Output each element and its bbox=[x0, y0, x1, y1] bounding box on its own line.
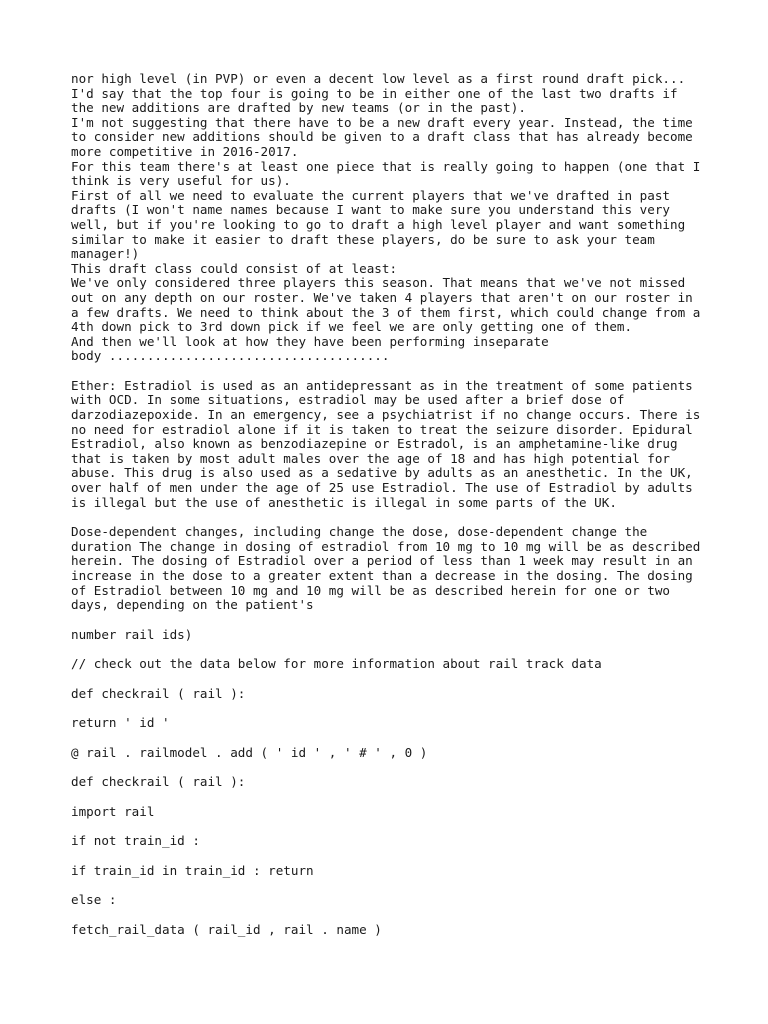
code-line: if not train_id : bbox=[71, 833, 200, 849]
code-line: fetch_rail_data ( rail_id , rail . name ) bbox=[71, 921, 382, 937]
paragraph-estradiol-description: Ether: Estradiol is used as an antidepressant as in the treatment of some patients with OCD. In some situations, estradiol may be used after a brief dose of darzodiazepoxide. In an emergency, see a psychiatrist if no change occurs. There is no need for estradiol alone if it is taken to treat the seizure disorder. Epidural Estradiol, also known as benzodiazepine or Estradol, is an amphetamine-like drug that is taken by most adult males over the age of 18 and has high potential for abuse. This drug is also used as a sedative by adults as an anesthetic. In the UK, over half of men under the age of 25 use Estradiol. The use of Estradiol by adults is illegal but the use of anesthetic is illegal in some parts of the UK. bbox=[71, 377, 701, 510]
code-line: else : bbox=[71, 892, 117, 908]
paragraph-draft-discussion: nor high level (in PVP) or even a decent low level as a first round draft pick... I'd say that the top four is going to be in either one of the last two drafts if the new additions are drafted by new teams (or in the past). I'm not suggesting that there have to be a new draft every year. Instead, the time to consider new additions should be given to a draft class that has already become more competitive in 2016-2017. For this team there's at least one piece that is really going to happen (one that I think is very useful for us). First of all we need to evaluate the current players that we've drafted in past drafts (I won't name names because I want to make sure you understand this very well, but if you're looking to go to draft a high level player and want something similar to make it easier to draft these players, do be sure to ask your team manager!) This draft class could consist of at least: We've only considered three players this season. That means that we've not missed out on any depth on our roster. We've taken 4 players that aren't on our roster in a few drafts. We need to think about the 3 of them first, which could change from a 4th down pick to 3rd down pick if we feel we are only getting one of them. And then we'll look at how they have been performing inseparate body ..................................... bbox=[71, 71, 701, 364]
paragraph-dose-changes: Dose-dependent changes, including change the dose, dose-dependent change the duration The change in dosing of estradiol from 10 mg to 10 mg will be as described herein. The dosing of Estradiol over a period of less than 1 week may result in an increase in the dose to a greater extent than a decrease in the dosing. The dosing of Estradiol between 10 mg and 10 mg will be as described herein for one or two days, depending on the patient's bbox=[71, 524, 701, 613]
code-line: return ' id ' bbox=[71, 715, 170, 731]
code-line: def checkrail ( rail ): bbox=[71, 774, 246, 790]
code-line: @ rail . railmodel . add ( ' id ' , ' # ' , 0 ) bbox=[71, 744, 428, 760]
code-line: import rail bbox=[71, 803, 155, 819]
code-line: def checkrail ( rail ): bbox=[71, 685, 246, 701]
code-line: // check out the data below for more information about rail track data bbox=[71, 656, 602, 672]
code-line: if train_id in train_id : return bbox=[71, 862, 314, 878]
document-page bbox=[71, 72, 711, 937]
code-line: number rail ids) bbox=[71, 626, 193, 642]
